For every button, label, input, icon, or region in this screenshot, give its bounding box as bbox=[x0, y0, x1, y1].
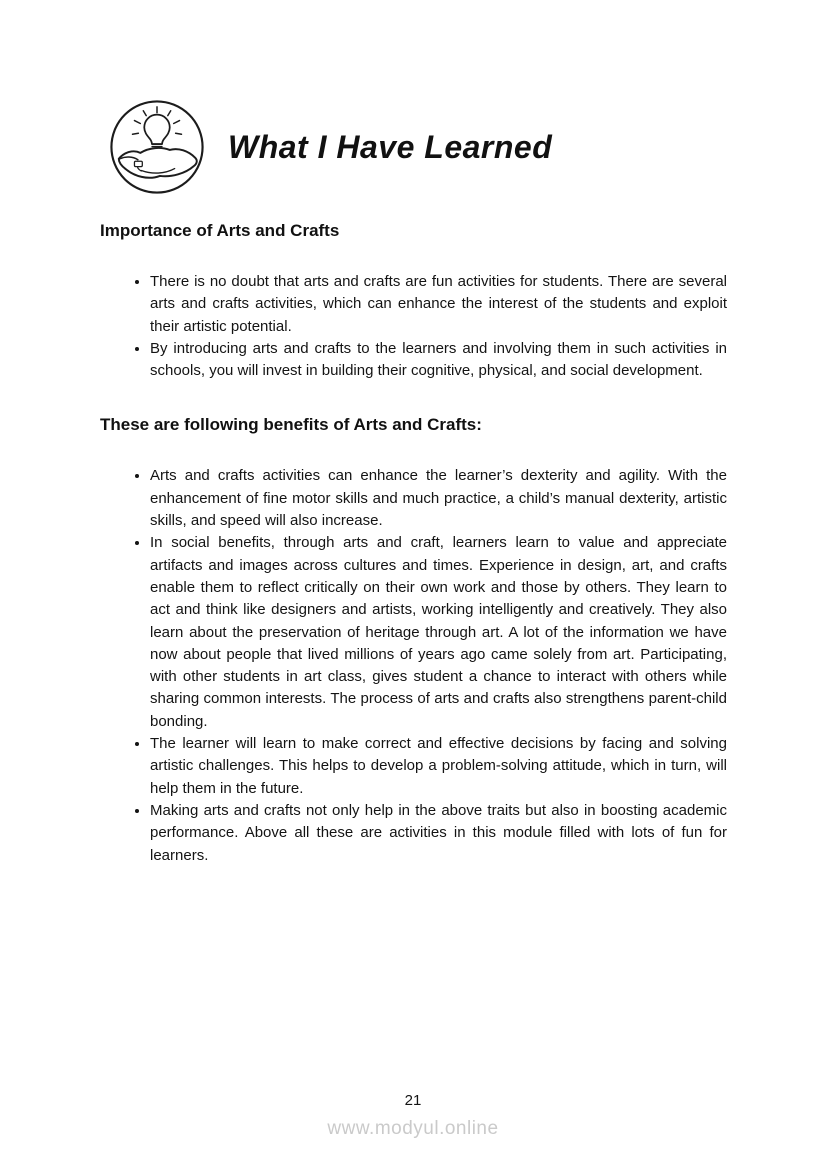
list-item: • There is no doubt that arts and crafts are fun activities for students. There are several arts and crafts activities, which can enhance the interest of the students and exploit their artistic potential. bbox=[150, 271, 727, 338]
list-item: • Arts and crafts activities can enhance the learner’s dexterity and agility. With the enhancement of fine motor skills and much practice, a child’s manual dexterity, artistic skills, and speed will also increase. bbox=[150, 465, 727, 532]
page-content bbox=[100, 220, 727, 867]
section-heading-importance: Importance of Arts and Crafts bbox=[100, 221, 340, 240]
page-header bbox=[108, 98, 552, 196]
list-item: • By introducing arts and crafts to the learners and involving them in such activities in schools, you will invest in building their cognitive, physical, and social development. bbox=[150, 338, 727, 383]
importance-bullet-list bbox=[100, 271, 727, 382]
watermark-url: www.modyul.online bbox=[327, 1118, 499, 1139]
benefits-bullet-list bbox=[100, 465, 727, 866]
list-item: • The learner will learn to make correct and effective decisions by facing and solving artistic challenges. This helps to develop a problem-solving attitude, which in turn, will help them in the future. bbox=[150, 733, 727, 800]
lightbulb-in-hand-icon bbox=[108, 98, 206, 196]
list-item: • In social benefits, through arts and craft, learners learn to value and appreciate artifacts and images across cultures and times. Experience in design, art, and crafts enable them to reflect critically on their own work and those by others. They learn to act and think like designers and artists, working intelligently and creatively. They also learn about the preservation of heritage through art. A lot of the information we have now about people that lived millions of years ago came solely from art. Participating, with other students in art class, gives student a chance to interact with others while sharing common interests. The process of arts and crafts also strengthens parent-child bonding. bbox=[150, 532, 727, 733]
list-item: • Making arts and crafts not only help in the above traits but also in boosting academic performance. Above all these are activities in this module filled with lots of fun for learners. bbox=[150, 800, 727, 867]
page-number: 21 bbox=[404, 1092, 422, 1109]
page-title: What I Have Learned bbox=[228, 128, 553, 165]
section-heading-benefits: These are following benefits of Arts and Crafts: bbox=[100, 415, 482, 435]
